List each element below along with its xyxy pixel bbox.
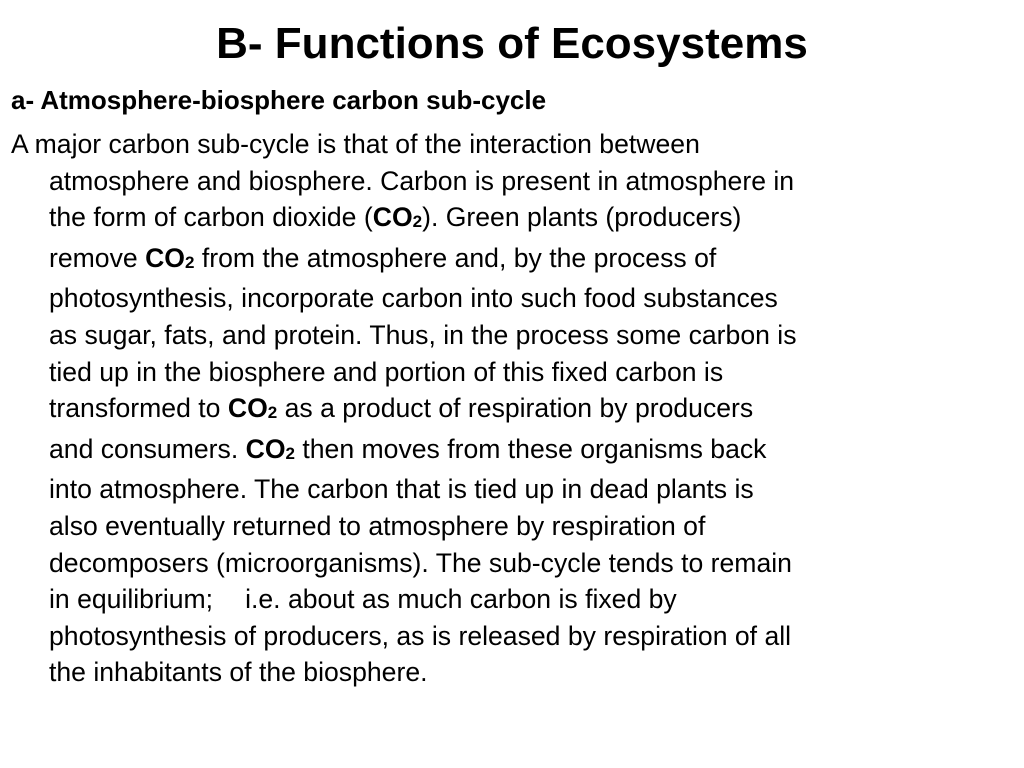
co2-formula: $CO_2$ (145, 242, 195, 273)
paragraph-line: as sugar, fats, and protein. Thus, in the process some carbon is (49, 319, 797, 350)
body-paragraph (11, 126, 1021, 691)
slide-title: B- Functions of Ecosystems (216, 19, 808, 68)
paragraph-line: the inhabitants of the biosphere. (49, 657, 428, 688)
paragraph-line: and consumers. $CO_2$ then moves from these organisms back (49, 433, 767, 464)
paragraph-line: into atmosphere. The carbon that is tied up in dead plants is (49, 474, 754, 505)
paragraph-line: A major carbon sub-cycle is that of the interaction between (11, 129, 700, 159)
paragraph-line: photosynthesis, incorporate carbon into such food substances (49, 283, 778, 314)
co2-formula: $CO_2$ (227, 393, 278, 424)
paragraph-line: atmosphere and biosphere. Carbon is present in atmosphere in (49, 165, 795, 196)
paragraph-line: also eventually returned to atmosphere by respiration of (49, 510, 706, 541)
section-subtitle: a- Atmosphere-biosphere carbon sub-cycle (11, 85, 547, 115)
paragraph-line: the form of carbon dioxide $(CO_2)$. Green plants (producers) (49, 202, 742, 233)
paragraph-line: photosynthesis of producers, as is released by respiration of all (49, 620, 792, 651)
paragraph-line: decomposers (microorganisms). The sub-cycle tends to remain (49, 547, 792, 578)
paragraph-line: transformed to $CO_2$ as a product of respiration by producers (49, 393, 754, 424)
paragraph-line: remove $CO_2$ from the atmosphere and, by the process of (49, 242, 717, 273)
paragraph-line: tied up in the biosphere and portion of this fixed carbon is (49, 356, 724, 387)
co2-formula: $CO_2$ (372, 202, 423, 233)
co2-formula: $CO_2$ (245, 433, 295, 464)
paragraph-line: in equilibrium; i.e. about as much carbon is fixed by (49, 584, 677, 615)
